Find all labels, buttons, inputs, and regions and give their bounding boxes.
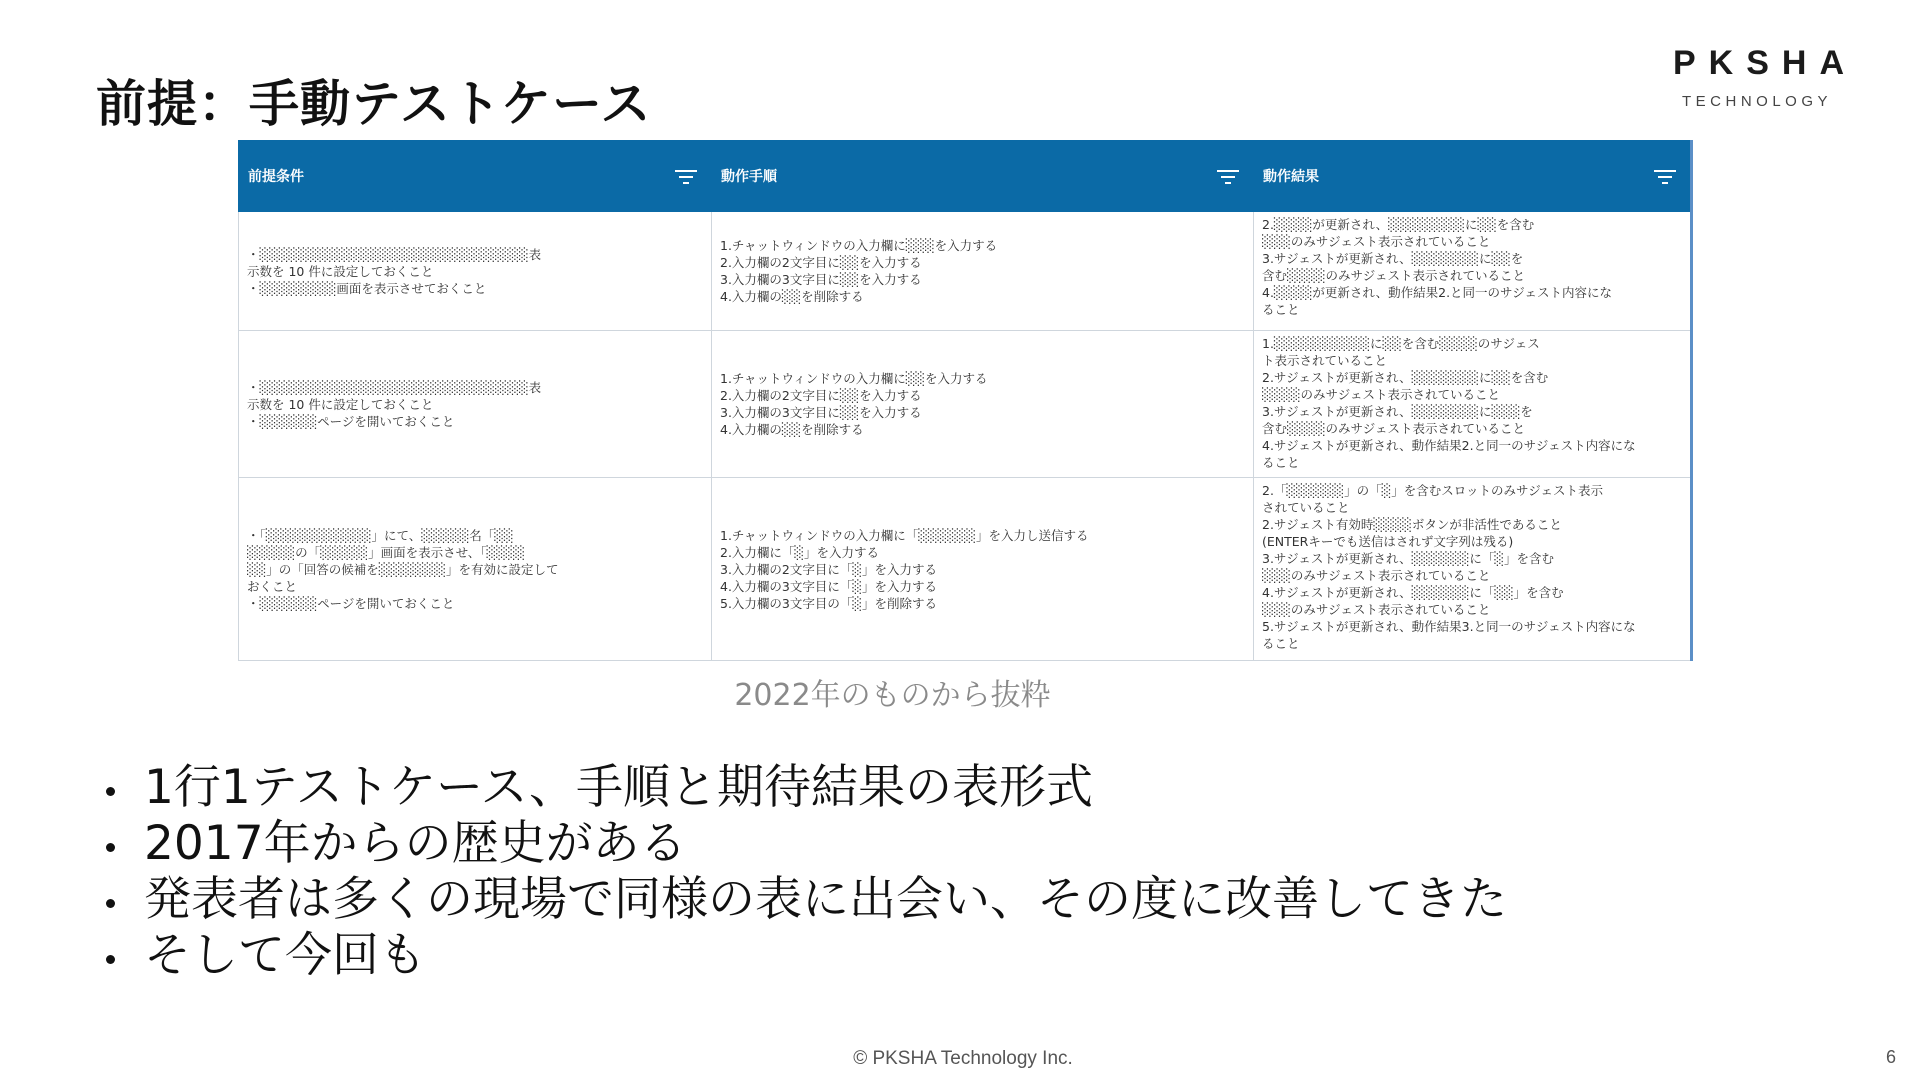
- logo-main-text: PKSHA: [1673, 44, 1858, 82]
- table-header: [238, 140, 1690, 212]
- table-row: [238, 478, 1690, 661]
- filter-icon: [675, 170, 697, 184]
- bullet-list: [100, 760, 1507, 984]
- bullet-item: そして今回も: [100, 928, 1507, 984]
- image-caption: 2022年のものから抜粋: [734, 678, 1051, 713]
- test-case-table-image: [238, 140, 1693, 661]
- header-label: 動作結果: [1263, 169, 1319, 185]
- cell-steps: 1.チャットウィンドウの入力欄に░░を入力する 2.入力欄の2文字目に░░を入力する 3.入力欄の3文字目に░░を入力する 4.入力欄の░░を削除する: [711, 331, 1253, 477]
- pksha-logo: [1660, 44, 1858, 110]
- filter-icon: [1654, 170, 1676, 184]
- table-row: [238, 212, 1690, 331]
- cell-preconditions: ・░░░░░░░░░░░░░░░░░░░░░░░░░░░░表 示数を 10 件に設定しておくこと ・░░░░░░░░画面を表示させておくこと: [238, 212, 711, 330]
- page-number: 6: [1885, 1047, 1896, 1067]
- filter-icon: [1217, 170, 1239, 184]
- logo-sub-text: TECHNOLOGY: [1681, 93, 1832, 110]
- cell-results: 2.░░░░が更新され、░░░░░░░░に░░を含む ░░░のみサジェスト表示されていること 3.サジェストが更新され、░░░░░░░に░░を 含む░░░░のみサジェスト表示されていること 4.░░░░が更新され、動作結果2.と同一のサジェスト内容にな ること: [1253, 212, 1690, 330]
- cell-steps: 1.チャットウィンドウの入力欄に「░░░░░░」を入力し送信する 2.入力欄に「░」を入力する 3.入力欄の2文字目に「░」を入力する 4.入力欄の3文字目に「░」を入力する 5.入力欄の3文字目の「░」を削除する: [711, 478, 1253, 660]
- cell-preconditions: ・░░░░░░░░░░░░░░░░░░░░░░░░░░░░表 示数を 10 件に設定しておくこと ・░░░░░░ページを開いておくこと: [238, 331, 711, 477]
- header-steps: [711, 140, 1253, 212]
- bullet-item: 1行1テストケース、手順と期待結果の表形式: [100, 760, 1507, 816]
- header-preconditions: [238, 140, 711, 212]
- cell-preconditions: ・「░░░░░░░░░░░」にて、░░░░░名「░░ ░░░░░の「░░░░░」画面を表示させ、「░░░░ ░░」の「回答の候補を░░░░░░░」を有効に設定して おくこと ・░░░░░░ページを開いておくこと: [238, 478, 711, 660]
- header-label: 動作手順: [721, 169, 777, 185]
- cell-results: 1.░░░░░░░░░░に░░を含む░░░░のサジェス ト表示されていること 2.サジェストが更新され、░░░░░░░に░░を含む ░░░░のみサジェスト表示されていること 3.サジェストが更新され、░░░░░░░に░░░を 含む░░░░のみサジェスト表示されていること 4.サジェストが更新され、動作結果2.と同一のサジェスト内容にな ること: [1253, 331, 1690, 477]
- page-title: 前提：手動テストケース: [96, 75, 652, 133]
- cell-steps: 1.チャットウィンドウの入力欄に░░░を入力する 2.入力欄の2文字目に░░を入力する 3.入力欄の3文字目に░░を入力する 4.入力欄の░░を削除する: [711, 212, 1253, 330]
- bullet-item: 発表者は多くの現場で同様の表に出会い、その度に改善してきた: [100, 872, 1507, 928]
- header-label: 前提条件: [248, 169, 304, 185]
- cell-results: 2.「░░░░░░」の「░」を含むスロットのみサジェスト表示 されていること 2.サジェスト有効時░░░░ボタンが非活性であること (ENTERキーでも送信はされず文字列は残る) 3.サジェストが更新され、░░░░░░に「░」を含む ░░░のみサジェスト表示されていること 4.サジェストが更新され、░░░░░░に「░░」を含む ░░░のみサジェスト表示されていること 5.サジェストが更新され、動作結果3.と同一のサジェスト内容にな ること: [1253, 478, 1690, 660]
- bullet-item: 2017年からの歴史がある: [100, 816, 1507, 872]
- copyright-footer: © PKSHA Technology Inc.: [853, 1048, 1073, 1069]
- table-row: [238, 331, 1690, 478]
- header-results: [1253, 140, 1690, 212]
